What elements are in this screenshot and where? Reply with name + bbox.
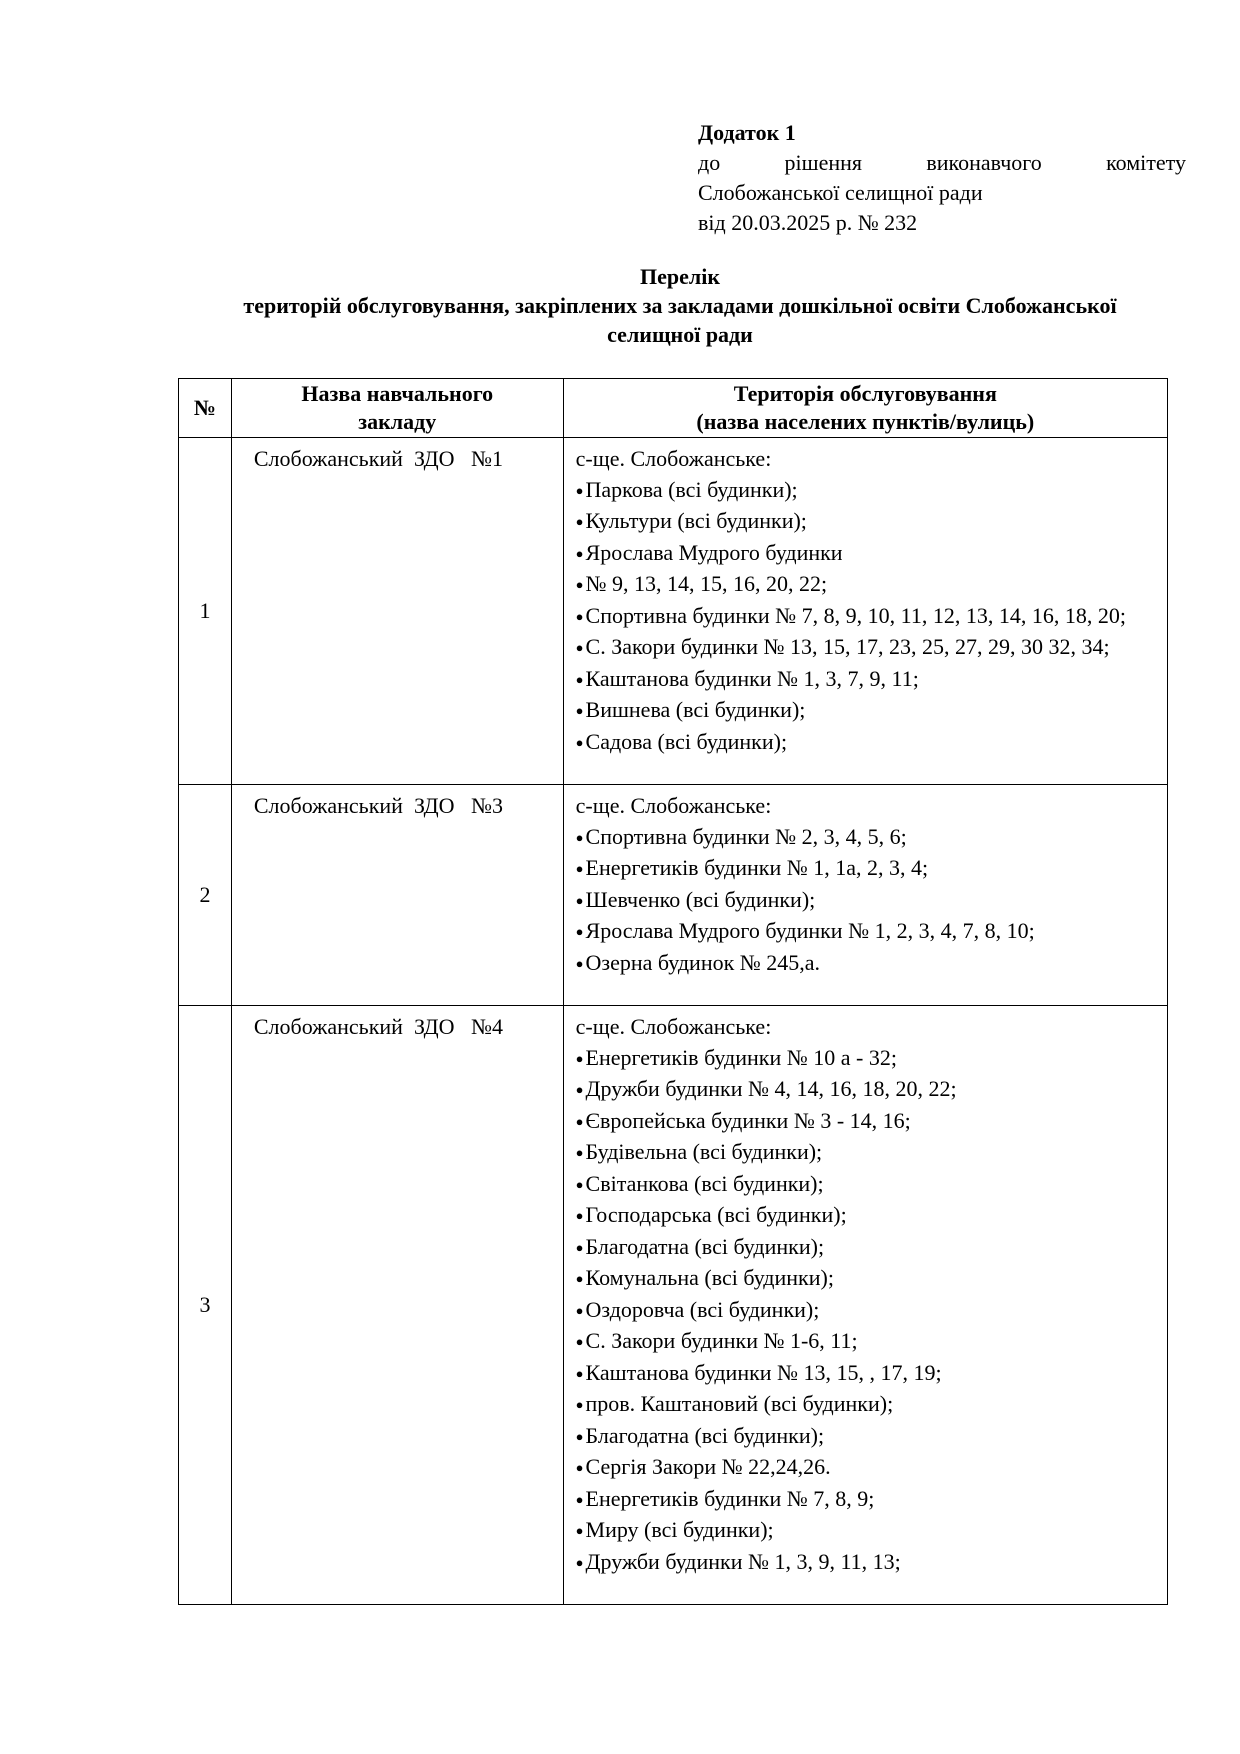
street-text: Енергетиків будинки № 1, 1а, 2, 3, 4; (585, 855, 929, 880)
street-list-item (576, 1137, 1159, 1169)
bullet-icon: ● (575, 1491, 584, 1507)
row-number-cell: 2 (179, 785, 232, 1006)
header-number: № (179, 379, 232, 438)
street-list-item (576, 632, 1159, 664)
annex-date-line: від 20.03.2025 р. № 232 (698, 210, 918, 235)
table-header-row (179, 379, 1168, 438)
street-text: Будівельна (всі будинки); (585, 1139, 823, 1164)
annex-block (698, 118, 1186, 238)
bullet-icon: ● (575, 1460, 584, 1475)
institution-name-cell: Слобожанський ЗДО №1 (231, 438, 563, 785)
street-list-item (576, 885, 1159, 917)
street-list-item (576, 1389, 1159, 1421)
street-list-item (576, 853, 1159, 885)
bullet-icon: ● (575, 734, 584, 750)
table-row (179, 1006, 1168, 1605)
bullet-icon: ● (575, 1271, 584, 1286)
street-list-item (576, 601, 1159, 633)
bullet-icon: ● (575, 640, 584, 655)
street-list-item (576, 822, 1159, 854)
street-text: № 9, 13, 14, 15, 16, 20, 22; (585, 571, 828, 596)
bullet-icon: ● (575, 1176, 584, 1192)
header-territory (563, 379, 1167, 438)
annex-decision-line (698, 148, 1186, 178)
street-text: Каштанова будинки № 13, 15, , 17, 19; (585, 1359, 942, 1385)
bullet-icon: ● (575, 1239, 584, 1255)
bullet-icon: ● (575, 1334, 584, 1349)
table-row (179, 438, 1168, 785)
street-text: Дружби будинки № 4, 14, 16, 18, 20, 22; (585, 1076, 957, 1101)
street-text: Енергетиків будинки № 7, 8, 9; (585, 1485, 875, 1511)
territory-cell (563, 1006, 1167, 1605)
settlement-label: с-ще. Слобожанське: (575, 446, 772, 471)
annex-word: виконавчого (926, 150, 1042, 175)
street-list-item (576, 727, 1159, 759)
bullet-icon: ● (575, 861, 584, 876)
street-list (576, 475, 1159, 759)
row-number-cell: 3 (179, 1006, 232, 1605)
street-list-item (576, 664, 1159, 696)
bullet-icon: ● (575, 482, 584, 498)
street-text: Спортивна будинки № 7, 8, 9, 10, 11, 12, 13, 14, 16, 18, 20; (585, 602, 1126, 628)
heading-title: Перелік (639, 264, 720, 289)
street-text: Світанкова (всі будинки); (585, 1170, 824, 1196)
street-text: Благодатна (всі будинки); (585, 1422, 825, 1448)
bullet-icon: ● (575, 1208, 584, 1223)
street-text: Каштанова будинки № 1, 3, 7, 9, 11; (585, 665, 919, 691)
territories-table (178, 378, 1168, 1605)
bullet-icon: ● (575, 955, 584, 971)
bullet-icon: ● (575, 1145, 584, 1160)
street-text: Паркова (всі будинки); (585, 476, 798, 502)
street-text: Оздоровча (всі будинки); (585, 1296, 820, 1322)
annex-word: комітету (1106, 150, 1186, 175)
street-list-item (576, 1074, 1159, 1106)
street-text: Європейська будинки № 3 - 14, 16; (585, 1107, 911, 1133)
street-list-item (576, 1295, 1159, 1327)
street-text: Сергія Закори № 22,24,26. (585, 1454, 831, 1479)
street-text: Спортивна будинки № 2, 3, 4, 5, 6; (585, 823, 907, 849)
bullet-icon: ● (575, 1523, 584, 1538)
header-territory-line1: Територія обслуговування (733, 381, 997, 406)
street-text: Енергетиків будинки № 10 а - 32; (585, 1044, 897, 1070)
street-list-item (576, 1421, 1159, 1453)
bullet-icon: ● (575, 671, 584, 687)
annex-title: Додаток 1 (698, 120, 796, 145)
institution-name-cell: Слобожанський ЗДО №4 (231, 1006, 563, 1605)
row-number-cell: 1 (179, 438, 232, 785)
annex-word: рішення (784, 150, 863, 175)
street-text: пров. Каштановий (всі будинки); (585, 1391, 894, 1416)
annex-council-line: Слобожанської селищної ради (698, 180, 983, 205)
bullet-icon: ● (575, 1365, 584, 1381)
street-list-item (576, 1106, 1159, 1138)
street-text: С. Закори будинки № 13, 15, 17, 23, 25, 27, 29, 30 32, 34; (585, 634, 1110, 659)
street-text: Благодатна (всі будинки); (585, 1233, 825, 1259)
territory-cell (563, 785, 1167, 1006)
bullet-icon: ● (575, 608, 584, 624)
street-list-item (576, 1358, 1159, 1390)
street-list (576, 822, 1159, 980)
header-territory-line2: (назва населених пунктів/вулиць) (696, 409, 1035, 434)
street-text: С. Закори будинки № 1-6, 11; (585, 1328, 858, 1353)
street-list-item (576, 506, 1159, 538)
street-list-item (576, 1263, 1159, 1295)
street-list-item (576, 695, 1159, 727)
territory-cell (563, 438, 1167, 785)
annex-word: до (698, 150, 721, 175)
street-text: Господарська (всі будинки); (585, 1202, 847, 1227)
street-list-item (576, 1547, 1159, 1579)
header-name-line1: Назва навчального (301, 381, 494, 406)
header-institution-name (231, 379, 563, 438)
heading-subtitle-line1: територій обслуговування, закріплених за закладами дошкільної освіти Слобожанської (243, 293, 1117, 318)
table-row (179, 785, 1168, 1006)
street-text: Комунальна (всі будинки); (585, 1265, 834, 1290)
bullet-icon: ● (575, 1082, 584, 1097)
table-body (179, 438, 1168, 1605)
bullet-icon: ● (575, 892, 584, 908)
street-text: Садова (всі будинки); (585, 728, 788, 754)
header-name-line2: закладу (358, 409, 437, 434)
street-text: Ярослава Мудрого будинки № 1, 2, 3, 4, 7, 8, 10; (585, 918, 1035, 943)
document-heading (170, 262, 1190, 349)
bullet-icon: ● (575, 703, 584, 718)
street-list (576, 1043, 1159, 1579)
street-list-item (576, 1484, 1159, 1516)
street-list-item (576, 475, 1159, 507)
bullet-icon: ● (575, 514, 584, 529)
street-list-item (576, 1043, 1159, 1075)
street-list-item (576, 569, 1159, 601)
bullet-icon: ● (575, 1113, 584, 1129)
bullet-icon: ● (575, 924, 584, 939)
bullet-icon: ● (575, 1554, 584, 1570)
street-list-item (576, 1326, 1159, 1358)
settlement-label: с-ще. Слобожанське: (575, 793, 772, 818)
bullet-icon: ● (575, 1302, 584, 1318)
street-text: Вишнева (всі будинки); (585, 697, 806, 722)
street-list-item (576, 1232, 1159, 1264)
bullet-icon: ● (575, 577, 584, 592)
institution-name-cell: Слобожанський ЗДО №3 (231, 785, 563, 1006)
street-text: Культури (всі будинки); (585, 508, 807, 533)
street-text: Шевченко (всі будинки); (585, 886, 816, 912)
street-list-item (576, 1169, 1159, 1201)
street-text: Ярослава Мудрого будинки (585, 539, 843, 565)
street-list-item (576, 538, 1159, 570)
street-text: Озерна будинок № 245,а. (585, 949, 821, 975)
bullet-icon: ● (575, 545, 584, 561)
street-list-item (576, 948, 1159, 980)
street-list-item (576, 916, 1159, 948)
bullet-icon: ● (575, 1050, 584, 1066)
heading-subtitle-line2: селищної ради (607, 322, 753, 347)
street-list-item (576, 1200, 1159, 1232)
street-list-item (576, 1452, 1159, 1484)
street-list-item (576, 1515, 1159, 1547)
street-text: Миру (всі будинки); (585, 1517, 774, 1542)
street-text: Дружби будинки № 1, 3, 9, 11, 13; (585, 1548, 901, 1574)
bullet-icon: ● (575, 829, 584, 845)
bullet-icon: ● (575, 1397, 584, 1412)
settlement-label: с-ще. Слобожанське: (575, 1014, 772, 1039)
bullet-icon: ● (575, 1428, 584, 1444)
